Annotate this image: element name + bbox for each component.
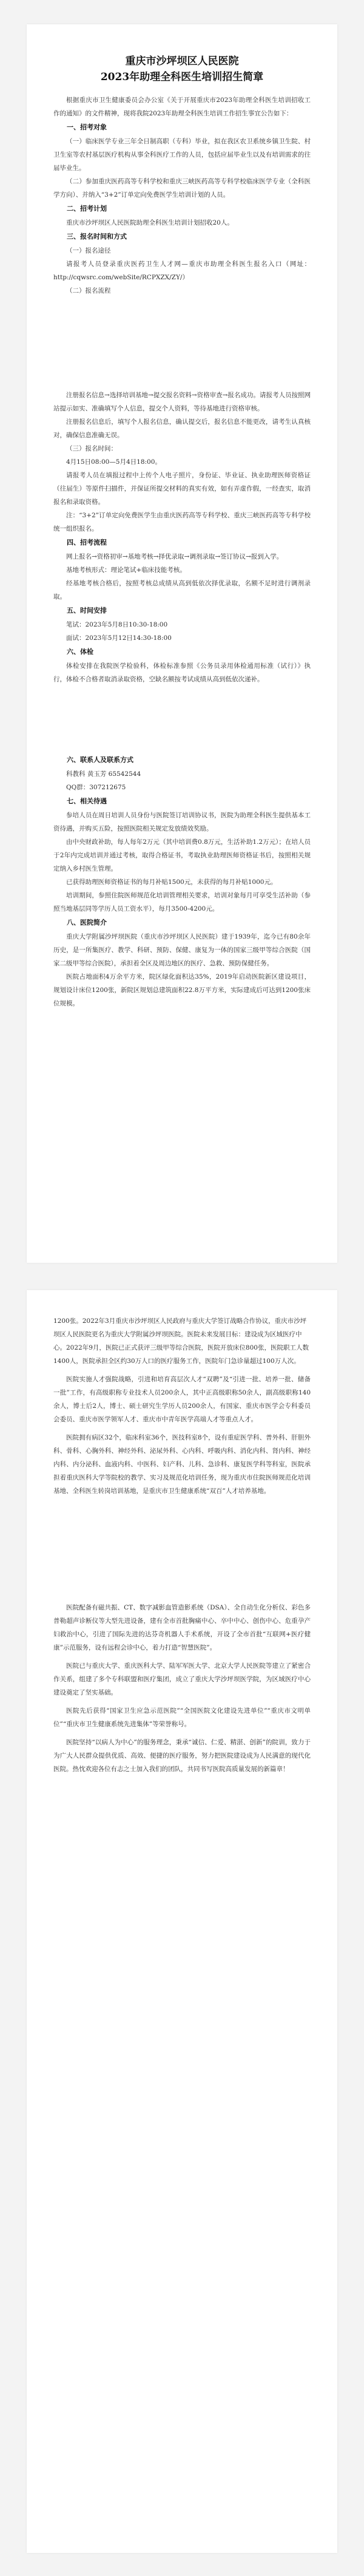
intro-paragraph: 根据重庆市卫生健康委员会办公室《关于开展重庆市2023年助理全科医生培训招收工作的通知》的文件精神，现将我院2023年助理全科医生培训工作招生事宜公告如下： <box>53 97 311 117</box>
registration-flow-paragraph: 注册报名信息→选择培训基地→提交报名资料→资格审查→报名成功。请报考人员按照网站提示如实、准确填写个人信息，提交个人资料，等待基地进行资格审核。 <box>53 392 311 412</box>
benefits-heading: 七、相关待遇 <box>67 797 107 805</box>
admission-flow: 网上报名→资格初审→基地考核→择优录取→调剂录取→签订协议→报到入学。 <box>66 553 283 560</box>
section-3-subheading-2: （二）报名流程 <box>66 287 111 294</box>
exam-time-interview: 面试：2023年5月12日14:30-18:00 <box>66 634 172 642</box>
registration-time-heading: （三）报名时间： <box>66 445 117 452</box>
section-1-heading: 一、招考对象 <box>67 123 107 131</box>
page-2-content <box>53 1314 311 1776</box>
page-1-content <box>53 53 311 1010</box>
contact-heading: 六、联系人及联系方式 <box>67 756 133 764</box>
hospital-intro-paragraph-4: 医院实施人才强院战略，引进和培育高层次人才“双聘”及“引进一批、培养一批、储备一批”工作，有高级职称专业技术人员200余人，其中正高级职称50余人，副高级职称140余人，博士后2人，博士、硕士研究生学历人员200余人，有国家、重庆市医学会专科委员会委员、重庆市医学领军人才、重庆市中青年医学高端人才等重点人才。 <box>53 1376 311 1423</box>
section-4-heading: 四、招考流程 <box>67 539 107 546</box>
registration-time: 4月15日08:00—5月4日18:00。 <box>66 458 161 466</box>
contact-person: 科教科 黄玉芳 65542544 <box>66 770 141 778</box>
benefits-paragraph-2: 由中央财政补助，每人每年2万元（其中培训费0.8万元，生活补助1.2万元）；在培人员于2年内完成培训并通过考核，取得合格证书，考取执业助理医师资格证书后，按照相关规定纳入乡村医生管理。 <box>53 838 311 872</box>
benefits-paragraph-4: 培训期间，参照住院医师规范化培训管理相关要求，培训对象每月可享受生活补助（参照当地基层同等学历人员工资水平），每月3500-4200元。 <box>53 892 311 912</box>
section-6-heading: 六、体检 <box>67 648 93 656</box>
admission-rule: 经基地考核合格后，按照考核总成绩从高到低依次择优录取，名额不足时进行调剂录取。 <box>53 580 311 600</box>
assessment-form: 基地考核形式：理论笔试+临床技能考核。 <box>66 566 186 574</box>
section-1-paragraph-2: （二）参加重庆医药高等专科学校和重庆三峡医药高等专科学校临床医学专业（全科医学方向）、并纳入“3+2”订单定向免费医学生培训计划的人员。 <box>53 178 311 199</box>
document-title-line-1: 重庆市沙坪坝区人民医院 <box>125 55 239 67</box>
section-2-heading: 二、招考计划 <box>67 205 107 212</box>
registration-link-paragraph[interactable]: 请报考人员登录重庆医药卫生人才网—重庆市助理全科医生报名入口（网址：http://cqwsrc.com/webSite/RCPXZX/ZY/） <box>53 260 311 281</box>
document-title-line-2: 2023年助理全科医生培训招生简章 <box>100 71 264 83</box>
registration-notice: 请报考人员在填报过程中上传个人电子照片，身份证、毕业证、执业助理医师资格证（往届生）等原件扫描件，并保证所提交材料的真实有效，如有弄虚作假，一经查实，取消报名和录取资格。 <box>53 472 311 506</box>
section-1-paragraph-1: （一）临床医学专业三年全日制高职（专科）毕业，拟在我区农卫系统乡镇卫生院、村卫生室等农村基层医疗机构从事全科医疗工作的人员，包括应届毕业生以及有培训需求的往届毕业生。 <box>53 138 311 172</box>
hospital-intro-heading: 八、医院简介 <box>67 919 107 926</box>
hospital-intro-paragraph-6: 医院配备有磁共振、CT、数字减影血管造影系统（DSA）、全自动生化分析仪、彩色多普勒超声诊断仪等大型先进设备，建有全市首批胸痛中心、卒中中心、创伤中心、危重孕产妇救治中心，引进了国际先进的达芬奇机器人手术系统，开设了全市首批“互联网+医疗健康”示范服务，设有远程会诊中心，着力打造“智慧医院”。 <box>53 1604 311 1651</box>
hospital-intro-paragraph-2: 医院占地面积4万余平方米，院区绿化面积达35%，2019年启动医院新区建设项目，规划设计床位1200张，新院区规划总建筑面积22.8万平方米，实际建成后可达到1200张床位规模。 <box>53 973 311 1007</box>
physical-exam-paragraph: 体检安排在我院医学检验科，体检标准参照《公务员录用体检通用标准（试行）》执行，体检不合格者取消录取资格，空缺名额按考试成绩从高到低依次递补。 <box>53 662 311 683</box>
hospital-intro-paragraph-1: 重庆大学附属沙坪坝医院（重庆市沙坪坝区人民医院）建于1939年，迄今已有80余年历史，是一所集医疗、教学、科研、预防、保健、康复为一体的国家三级甲等综合医院（国家二级甲等综合医院），承担着全区及周边地区的医疗、急救、预防保健任务。 <box>53 933 311 967</box>
registration-notice-2: 注：“3+2”订单定向免费医学生由重庆医药高等专科学校、重庆三峡医药高等专科学校统一组织报名。 <box>53 512 311 532</box>
contact-qq-group: QQ群：307212675 <box>66 784 126 791</box>
hospital-intro-paragraph-7: 医院已与重庆大学、重庆医科大学、陆军军医大学、北京大学人民医院等建立了紧密合作关系，组建了多个专科联盟和医疗集团，成立了重庆大学沙坪坝医学院，为区域医疗中心建设奠定了坚实基础。 <box>53 1662 311 1696</box>
hospital-intro-paragraph-8: 医院先后获得“国家卫生应急示范医院”“全国医院文化建设先进单位”“重庆市文明单位”“重庆市卫生健康系统先进集体”等荣誉称号。 <box>53 1707 311 1728</box>
benefits-paragraph-3: 已获得助理医师资格证书的每月补贴1500元，未获得的每月补贴1000元。 <box>66 878 277 886</box>
section-5-heading: 五、时间安排 <box>67 607 107 614</box>
hospital-intro-paragraph-9: 医院坚持“以病人为中心”的服务理念，秉承“诚信、仁爱、精湛、创新”的院训，致力于为广大人民群众提供优质、高效、便捷的医疗服务，努力把医院建设成为人民满意的现代化医院。热忱欢迎各位有志之士加入我们的团队，共同书写医院高质量发展的新篇章！ <box>53 1739 311 1773</box>
section-3-heading: 三、报名时间和方式 <box>67 233 127 240</box>
benefits-paragraph-1: 参培人员在周日培训人员身份与医院签订培训协议书，医院为助理全科医生提供基本工资待遇，并购买五险，按照医院相关规定发放绩效奖励。 <box>53 812 311 832</box>
hospital-intro-paragraph-5: 医院拥有病区32个，临床科室36个，医技科室8个，设有重症医学科、普外科、肝胆外科、骨科、心胸外科、神经外科、泌尿外科、心内科、呼吸内科、消化内科、肾内科、神经内科、内分泌科、血液内科、中医科、妇产科、儿科、急诊科、康复医学科等科室，医院承担着重庆医科大学等院校的教学、实习及规范化培训任务，现为重庆市住院医师规范化培训基地、全科医生转岗培训基地，是重庆市卫生健康系统“双百”人才培养基地。 <box>53 1434 311 1495</box>
section-3-subheading-1: （一）报名途径 <box>66 247 111 254</box>
hospital-intro-paragraph-3: 1200张。2022年3月重庆市沙坪坝区人民政府与重庆大学签订战略合作协议，重庆市沙坪坝区人民医院更名为重庆大学附属沙坪坝医院。医院未来发展目标：建设成为区域医疗中心。2022年9月，医院已正式获评三级甲等综合医院，医院开放床位800张，医院职工人数1400人，医院承担全区约30万人口的医疗服务工作，医院年门急诊量超过100万人次。 <box>53 1317 309 1365</box>
section-2-paragraph: 重庆市沙坪坝区人民医院助理全科医生培训计划招收20人。 <box>66 219 234 226</box>
registration-confirm-paragraph: 注册报名信息后，填写个人报名信息，确认提交后，报名信息不能更改，请考生认真核对，确保信息准确无误。 <box>53 418 311 439</box>
document-page-1 <box>27 24 337 1263</box>
document-page-2 <box>27 1290 337 2553</box>
exam-time-written: 笔试：2023年5月8日10:30-18:00 <box>66 621 168 628</box>
